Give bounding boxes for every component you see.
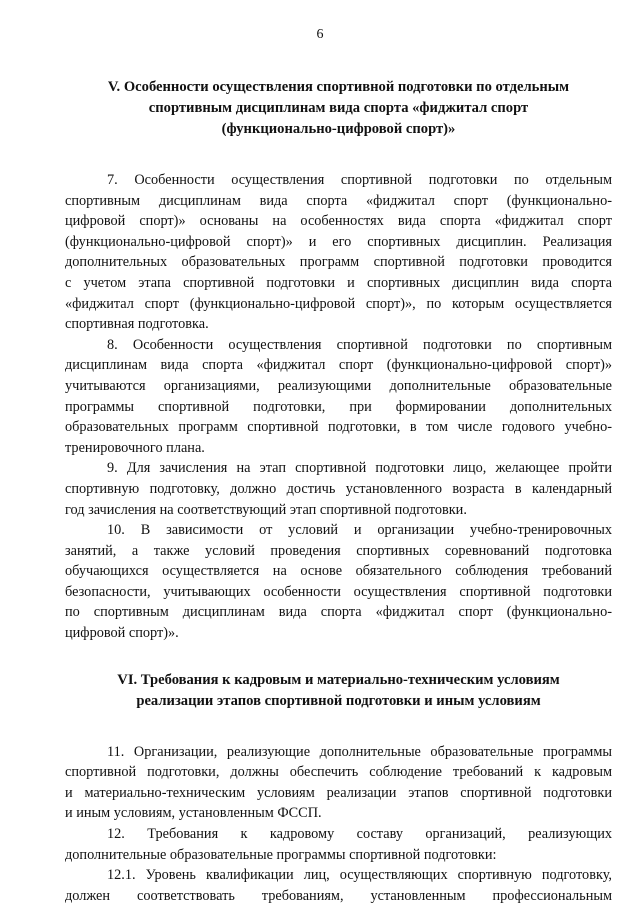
text-line: год зачисления на соответствующий этап спортивной подготовки.	[65, 501, 467, 518]
text-line: цифровой спорт)» основаны на особенностях вида спорта «фиджитал спорт	[65, 213, 612, 230]
text-line: спортивным дисциплинам вида спорта «фиджитал спорт (функционально-	[65, 192, 612, 209]
text-line: обучающихся осуществляется на основе обязательного соблюдения требований	[65, 563, 612, 580]
text-line: цифровой спорт)».	[65, 625, 179, 642]
text-line: спортивная подготовка.	[65, 316, 209, 333]
text-line: 7. Особенности осуществления спортивной подготовки по отдельным	[107, 172, 612, 188]
text-line: безопасности, учитывающих особенности осуществления спортивной подготовки	[65, 583, 612, 600]
heading-line: VI. Требования к кадровым и материально-техническим условиям	[117, 671, 560, 688]
paragraph-12	[65, 824, 612, 865]
text-line: должен соответствовать требованиям, установленным профессиональным	[65, 887, 612, 904]
text-line: учитываются организациями, реализующими дополнительные образовательные	[65, 377, 612, 394]
text-line: 9. Для зачисления на этап спортивной подготовки лицо, желающее пройти	[107, 460, 612, 477]
text-line: образовательных программ спортивной подготовки, в том числе годового учебно-	[65, 419, 612, 436]
text-line: (функционально-цифровой спорт)» и его спортивных дисциплин. Реализация	[65, 233, 612, 250]
heading-line: реализации этапов спортивной подготовки и иным условиям	[136, 692, 541, 709]
section-v-heading	[65, 77, 612, 140]
paragraph-11	[65, 742, 612, 824]
text-line: дополнительные образовательные программы спортивной подготовки:	[65, 846, 497, 863]
text-line: 10. В зависимости от условий и организации учебно-тренировочных	[107, 522, 612, 539]
paragraph-10	[65, 520, 612, 644]
text-line: и иным условиям, установленным ФССП.	[65, 805, 322, 822]
text-line: 11. Организации, реализующие дополнительные образовательные программы	[107, 743, 612, 760]
paragraph-7	[65, 170, 612, 335]
text-line: дисциплинам вида спорта «фиджитал спорт (функционально-цифровой спорт)»	[65, 357, 612, 374]
text-line: с учетом этапа спортивной подготовки и спортивных дисциплин вида спорта	[65, 274, 612, 291]
paragraph-9	[65, 458, 612, 520]
heading-line: (функционально-цифровой спорт)»	[221, 121, 456, 137]
text-line: дополнительных образовательных программ спортивной подготовки проводится	[65, 254, 612, 271]
text-line: спортивную подготовку, должно достичь установленного возраста в календарный	[65, 480, 612, 497]
page-number: 6	[316, 27, 324, 42]
section-vi-heading	[65, 670, 612, 712]
text-line: программы спортивной подготовки, при формировании дополнительных	[65, 398, 612, 415]
document-body	[65, 77, 612, 906]
text-line: и материально-техническим условиям реализации этапов спортивной подготовки	[65, 784, 612, 801]
text-line: «фиджитал спорт (функционально-цифровой спорт)», по которым осуществляется	[65, 295, 612, 312]
text-line: занятий, а также условий проведения спортивных соревнований подготовка	[65, 542, 612, 559]
text-line: 12.1. Уровень квалификации лиц, осуществляющих спортивную подготовку,	[107, 867, 612, 884]
paragraph-12-1	[65, 865, 612, 906]
text-line: тренировочного плана.	[65, 439, 205, 456]
text-line: по спортивным дисциплинам вида спорта «фиджитал спорт (функционально-	[65, 604, 612, 621]
text-line: 12. Требования к кадровому составу организаций, реализующих	[107, 826, 612, 843]
paragraph-8	[65, 335, 612, 459]
heading-line: спортивным дисциплинам вида спорта «фиджитал спорт	[148, 100, 529, 116]
heading-line: V. Особенности осуществления спортивной подготовки по отдельным	[107, 79, 570, 95]
text-line: спортивной подготовки, должны обеспечить соблюдение требований к кадровым	[65, 764, 612, 781]
text-line: 8. Особенности осуществления спортивной подготовки по спортивным	[107, 336, 612, 353]
